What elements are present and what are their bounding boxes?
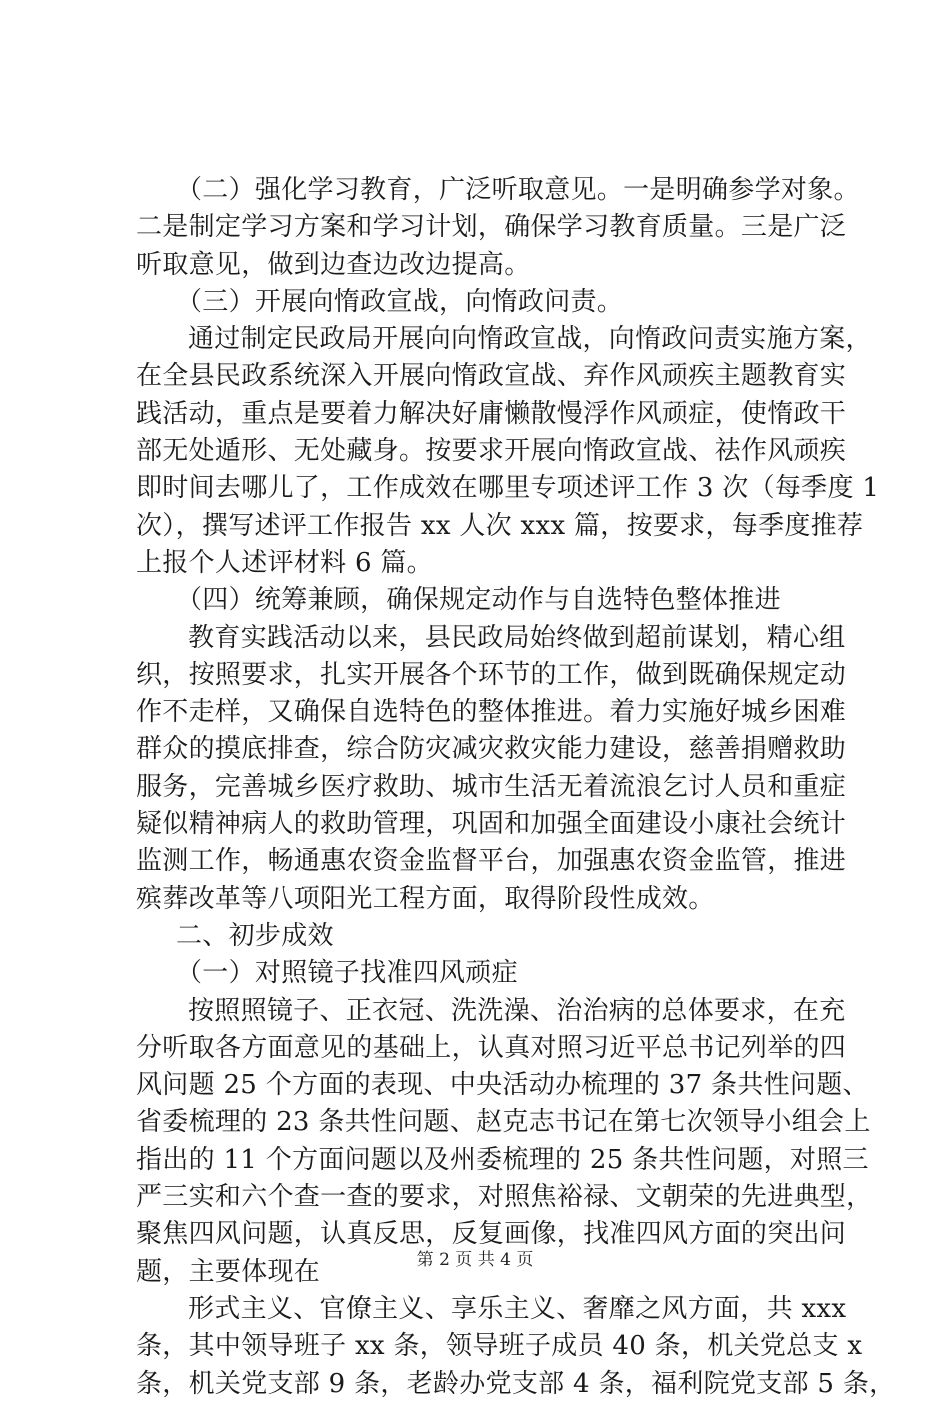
text-line: 教育实践活动以来，县民政局始终做到超前谋划，精心组 [188,622,846,653]
text-line: 二、初步成效 [176,920,334,951]
text-line: 二是制定学习方案和学习计划，确保学习教育质量。三是广泛 [136,212,847,243]
text-line: 服务，完善城乡医疗救助、城市生活无着流浪乞讨人员和重症 [136,771,847,802]
page-footer: 第 2 页 共 4 页 [416,1250,534,1270]
text-line: 作不走样，又确保自选特色的整体推进。着力实施好城乡困难 [136,697,847,728]
text-line: 分听取各方面意见的基础上，认真对照习近平总书记列举的四 [136,1032,847,1063]
text-line: （二）强化学习教育，广泛听取意见。一是明确参学对象。 [176,175,860,205]
text-line: 指出的 11 个方面问题以及州委梳理的 25 条共性问题，对照三 [136,1144,869,1175]
text-line: 监测工作，畅通惠农资金监督平台，加强惠农资金监管，推进 [136,846,847,877]
text-line: 形式主义、官僚主义、享乐主义、奢靡之风方面，共 xxx [188,1293,847,1324]
text-line: 聚焦四风问题，认真反思，反复画像，找准四风方面的突出问 [136,1219,847,1250]
text-line: （三）开展向惰政宣战，向惰政问责。 [176,286,624,317]
text-line: 织，按照要求，扎实开展各个环节的工作，做到既确保规定动 [136,659,847,690]
text-line: 省委梳理的 23 条共性问题、赵克志书记在第七次领导小组会上 [136,1107,871,1138]
text-line: 部无处遁形、无处藏身。按要求开展向惰政宣战、祛作风顽疾 [136,436,847,467]
text-line: 按照照镜子、正衣冠、洗洗澡、治治病的总体要求，在充 [188,995,846,1026]
text-line: 听取意见，做到边查边改边提高。 [136,249,531,280]
text-line: 条，其中领导班子 xx 条，领导班子成员 40 条，机关党总支 x [136,1331,863,1362]
text-line: 疑似精神病人的救助管理，巩固和加强全面建设小康社会统计 [136,809,847,840]
text-line: 群众的摸底排查，综合防灾减灾救灾能力建设，慈善捐赠救助 [136,734,847,765]
text-line: 上报个人述评材料 6 篇。 [136,547,433,578]
text-line: （四）统筹兼顾，确保规定动作与自选特色整体推进 [176,585,781,616]
document-body [136,172,896,1403]
text-line: 条，机关党支部 9 条，老龄办党支部 4 条，福利院党支部 5 条， [136,1368,896,1399]
text-line: 殡葬改革等八项阳光工程方面，取得阶段性成效。 [136,883,715,914]
text-line: 在全县民政系统深入开展向惰政宣战、弃作风顽疾主题教育实 [136,361,847,392]
text-line: 次），撰写述评工作报告 xx 人次 xxx 篇，按要求，每季度推荐 [136,510,864,541]
text-line: 题，主要体现在 [136,1256,321,1287]
text-line: 通过制定民政局开展向向惰政宣战，向惰政问责实施方案， [188,324,872,355]
text-line: 践活动，重点是要着力解决好庸懒散慢浮作风顽症，使惰政干 [136,398,847,429]
text-line: 即时间去哪儿了，工作成效在哪里专项述评工作 3 次（每季度 1 [136,473,880,504]
text-line: 风问题 25 个方面的表现、中央活动办梳理的 37 条共性问题、 [136,1070,869,1101]
text-line: （一）对照镜子找准四风顽症 [176,958,518,989]
text-line: 严三实和六个查一查的要求，对照焦裕禄、文朝荣的先进典型， [136,1182,873,1213]
